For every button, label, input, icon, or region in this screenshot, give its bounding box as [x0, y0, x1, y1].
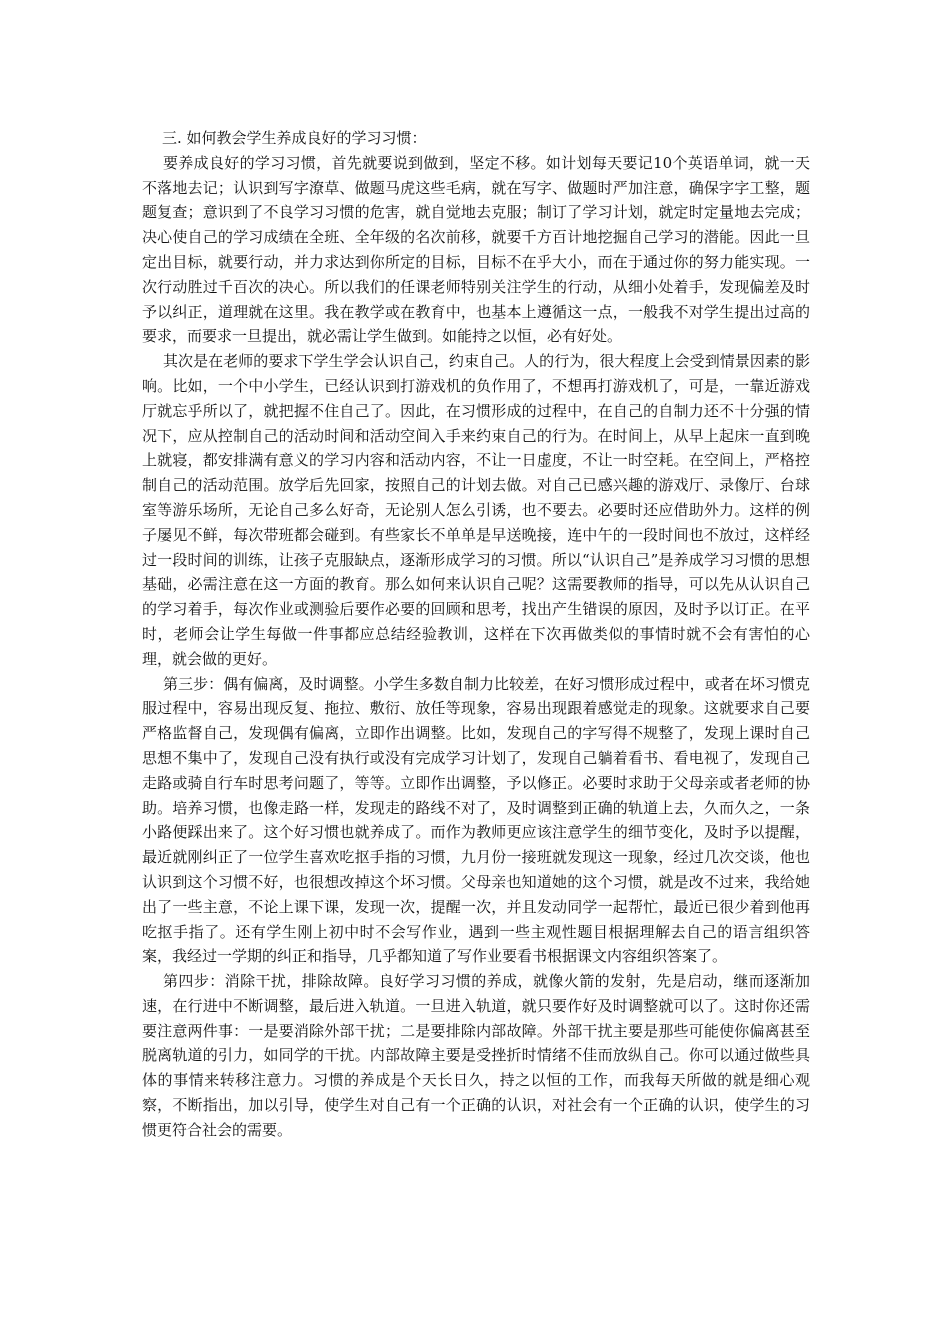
paragraph-3: 第三步：偶有偏离，及时调整。小学生多数自制力比较差，在好习惯形成过程中，或者在坏习惯克服过程中，容易出现反复、拖拉、敷衍、放任等现象，容易出现跟着感觉走的现象。这就要求自己要严格监督自己，发现偶有偏离，立即作出调整。比如，发现自己的字写得不规整了，发现上课时自己思想不集中了，发现自己没有执行或没有完成学习计划了，发现自己躺着看书、看电视了，发现自己走路或骑自行车时思考问题了，等等。立即作出调整，予以修正。必要时求助于父母亲或者老师的协助。培养习惯，也像走路一样，发现走的路线不对了，及时调整到正确的轨道上去，久而久之，一条小路便踩出来了。这个好习惯也就养成了。而作为教师更应该注意学生的细节变化，及时予以提醒，最近就刚纠正了一位学生喜欢吃抠手指的习惯，九月份一接班就发现这一现象，经过几次交谈，他也认识到这个习惯不好，也很想改掉这个坏习惯。父母亲也知道她的这个习惯，就是改不过来，我给她出了一些主意，不论上课下课，发现一次，提醒一次，并且发动同学一起帮忙，最近已很少着到他再吃抠手指了。还有学生刚上初中时不会写作业，遇到一些主观性题目根据理解去自己的语言组织答案，我经过一学期的纠正和指导，几乎都知道了写作业要看书根据课文内容组织答案了。: [142, 674, 810, 966]
paragraph-1: 要养成良好的学习习惯，首先就要说到做到，坚定不移。如计划每天要记10个英语单词，就一天不落地去记；认识到写字潦草、做题马虎这些毛病，就在写字、做题时严加注意，确保字字工整，题题复查；意识到了不良学习习惯的危害，就自觉地去克服；制订了学习计划，就定时定量地去完成；决心使自己的学习成绩在全班、全年级的名次前移，就要千方百计地挖掘自己学习的潜能。因此一旦定出目标，就要行动，并力求达到你所定的目标，目标不在乎大小，而在于通过你的努力能实现。一次行动胜过千百次的决心。所以我们的任课老师特别关注学生的行动，从细小处着手，发现偏差及时予以纠正，道理就在这里。我在教学或在教育中，也基本上遵循这一点，一般我不对学生提出过高的要求，而要求一旦提出，就必需让学生做到。如能持之以恒，必有好处。: [142, 153, 810, 346]
section-heading: 三. 如何教会学生养成良好的学习习惯：: [162, 129, 427, 147]
paragraph-2: 其次是在老师的要求下学生学会认识自己，约束自己。人的行为，很大程度上会受到情景因素的影响。比如，一个中小学生，已经认识到打游戏机的负作用了，不想再打游戏机了，可是，一靠近游戏厅就忘乎所以了，就把握不住自己了。因此，在习惯形成的过程中，在自己的自制力还不十分强的情况下，应从控制自己的活动时间和活动空间入手来约束自己的行为。在时间上，从早上起床一直到晚上就寝，都安排满有意义的学习内容和活动内容，不让一日虚度，不让一时空耗。在空间上，严格控制自己的活动范围。放学后先回家，按照自己的计划去做。对自己已感兴趣的游戏厅、录像厅、台球室等游乐场所，无论自己多么好奇，无论别人怎么引诱，也不要去。必要时还应借助外力。这样的例子屡见不鲜，每次带班都会碰到。有些家长不单单是早送晚接，连中午的一段时间也不放过，这样经过一段时间的训练，让孩子克服缺点，逐渐形成学习的习惯。所以“认识自己”是养成学习习惯的思想基础，必需注意在这一方面的教育。那么如何来认识自己呢？这需要教师的指导，可以先从认识自己的学习着手，每次作业或测验后要作必要的回顾和思考，找出产生错误的原因，及时予以订正。在平时，老师会让学生每做一件事都应总结经验教训，这样在下次再做类似的事情时就不会有害怕的心理，就会做的更好。: [142, 352, 810, 668]
paragraph-4: 第四步：消除干扰，排除故障。良好学习习惯的养成，就像火箭的发射，先是启动，继而逐渐加速，在行进中不断调整，最后进入轨道。一旦进入轨道，就只要作好及时调整就可以了。这时你还需要注意两件事：一是要消除外部干扰；二是要排除内部故障。外部干扰主要是那些可能使你偏离甚至脱离轨道的引力，如同学的干扰。内部故障主要是受挫折时情绪不佳而放纵自己。你可以通过做些具体的事情来转移注意力。习惯的养成是个天长日久，持之以恒的工作，而我每天所做的就是细心观察，不断指出，加以引导，使学生对自己有一个正确的认识，对社会有一个正确的认识，使学生的习惯更符合社会的需要。: [142, 972, 810, 1139]
document-page: [142, 126, 810, 1143]
